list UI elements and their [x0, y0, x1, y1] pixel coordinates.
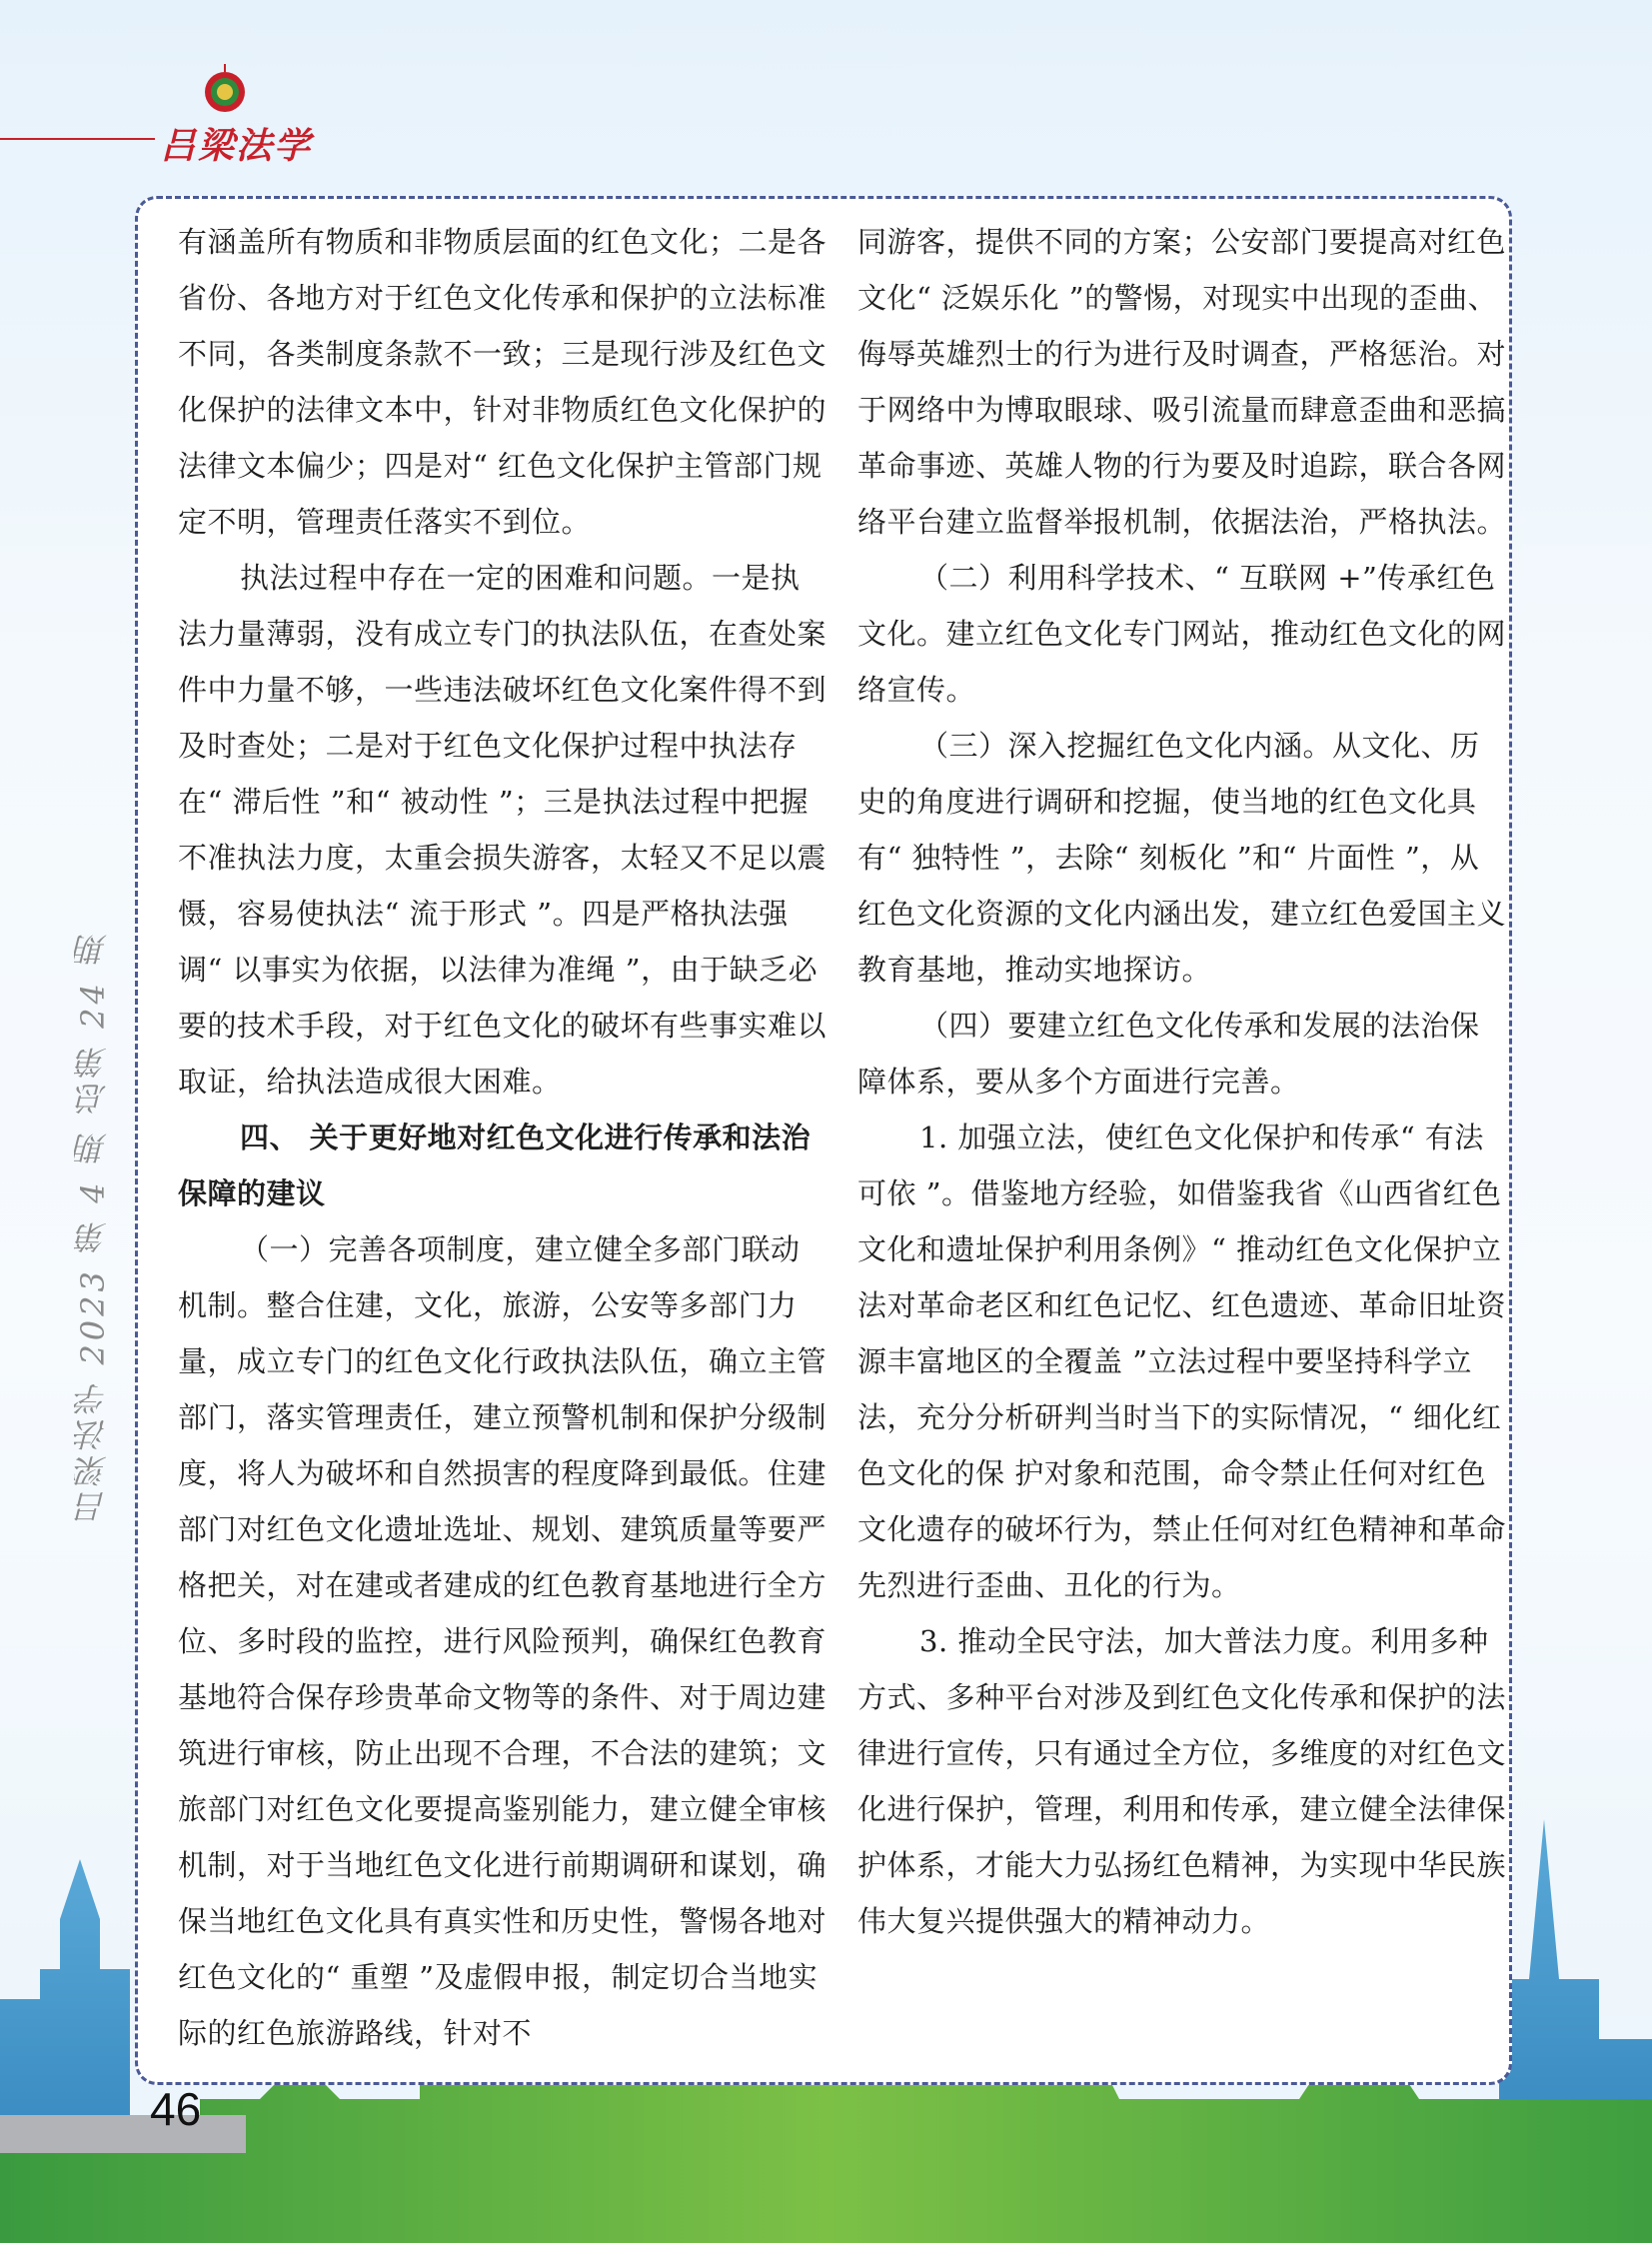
brand-title: 吕梁法学: [160, 125, 313, 167]
paragraph: 1. 加强立法，使红色文化保护和传承“ 有法可依 ”。借鉴地方经验，如借鉴我省《山西省红色文化和遗址保护利用条例》“ 推动红色文化保护立法对革命老区和红色记忆、红色遗迹、革命旧址资源丰富地区的全覆盖 ”立法过程中要坚持科学立法，充分分析研判当时当下的实际情况，“ 细化红色文化的保 护对象和范围，命令禁止任何对红色文化遗存的破坏行为，禁止任何对红色精神和革命先烈进行歪曲、丑化的行为。: [857, 1121, 1507, 1602]
section-heading: 四、 关于更好地对红色文化进行传承和法治保障的建议: [178, 1121, 812, 1210]
header-rule-left: [0, 138, 155, 140]
emblem-icon: [200, 64, 250, 114]
paragraph: 执法过程中存在一定的困难和问题。一是执法力量薄弱，没有成立专门的执法队伍，在查处案件中力量不够，一些违法破坏红色文化案件得不到及时查处；二是对于红色文化保护过程中执法存在“ 滞后性 ”和“ 被动性 ”；三是执法过程中把握不准执法力度，太重会损失游客，太轻又不足以震慑，容易使执法“ 流于形式 ”。四是严格执法强调“ 以事实为依据，以法律为准绳 ”，由于缺乏必要的技术手段，对于红色文化的破坏有些事实难以取证，给执法造成很大困难。: [178, 561, 827, 1099]
right-column: [857, 214, 1507, 1949]
page-number: 46: [150, 2083, 202, 2135]
left-column: [178, 214, 827, 2061]
paragraph: 有涵盖所有物质和非物质层面的红色文化；二是各省份、各地方对于红色文化传承和保护的立法标准不同，各类制度条款不一致；三是现行涉及红色文化保护的法律文本中，针对非物质红色文化保护的法律文本偏少；四是对“ 红色文化保护主管部门规定不明，管理责任落实不到位。: [178, 225, 827, 539]
paragraph: 3. 推动全民守法，加大普法力度。利用多种方式、多种平台对涉及到红色文化传承和保护的法律进行宣传，只有通过全方位，多维度的对红色文化进行保护，管理，利用和传承，建立健全法律保护体系，才能大力弘扬红色精神，为实现中华民族伟大复兴提供强大的精神动力。: [857, 1624, 1507, 1938]
page-number-bar: [0, 2115, 246, 2153]
paragraph: （三）深入挖掘红色文化内涵。从文化、历史的角度进行调研和挖掘，使当地的红色文化具有“ 独特性 ”，去除“ 刻板化 ”和“ 片面性 ”，从红色文化资源的文化内涵出发，建立红色爱国主义教育基地，推动实地探访。: [857, 729, 1507, 987]
paragraph: 同游客，提供不同的方案；公安部门要提高对红色文化“ 泛娱乐化 ”的警惕，对现实中出现的歪曲、侮辱英雄烈士的行为进行及时调查，严格惩治。对于网络中为博取眼球、吸引流量而肆意歪曲和恶搞革命事迹、英雄人物的行为要及时追踪，联合各网络平台建立监督举报机制，依据法治，严格执法。: [857, 225, 1507, 539]
paragraph: （一）完善各项制度，建立健全多部门联动机制。整合住建，文化，旅游，公安等多部门力量，成立专门的红色文化行政执法队伍，确立主管部门，落实管理责任，建立预警机制和保护分级制度，将人为破坏和自然损害的程度降到最低。住建部门对红色文化遗址选址、规划、建筑质量等要严格把关，对在建或者建成的红色教育基地进行全方位、多时段的监控，进行风险预判，确保红色教育基地符合保存珍贵革命文物等的条件、对于周边建筑进行审核，防止出现不合理，不合法的建筑；文旅部门对红色文化要提高鉴别能力，建立健全审核机制，对于当地红色文化进行前期调研和谋划，确保当地红色文化具有真实性和历史性，警惕各地对红色文化的“ 重塑 ”及虚假申报，制定切合当地实际的红色旅游路线，针对不: [178, 1232, 827, 2050]
issue-sidebar-text: 吕梁法学 2023 第 4 期 总第 24 期: [74, 930, 112, 1523]
paragraph: （二）利用科学技术、“ 互联网 +”传承红色文化。建立红色文化专门网站，推动红色文化的网络宣传。: [857, 561, 1507, 707]
paragraph: （四）要建立红色文化传承和发展的法治保障体系，要从多个方面进行完善。: [857, 1009, 1480, 1099]
